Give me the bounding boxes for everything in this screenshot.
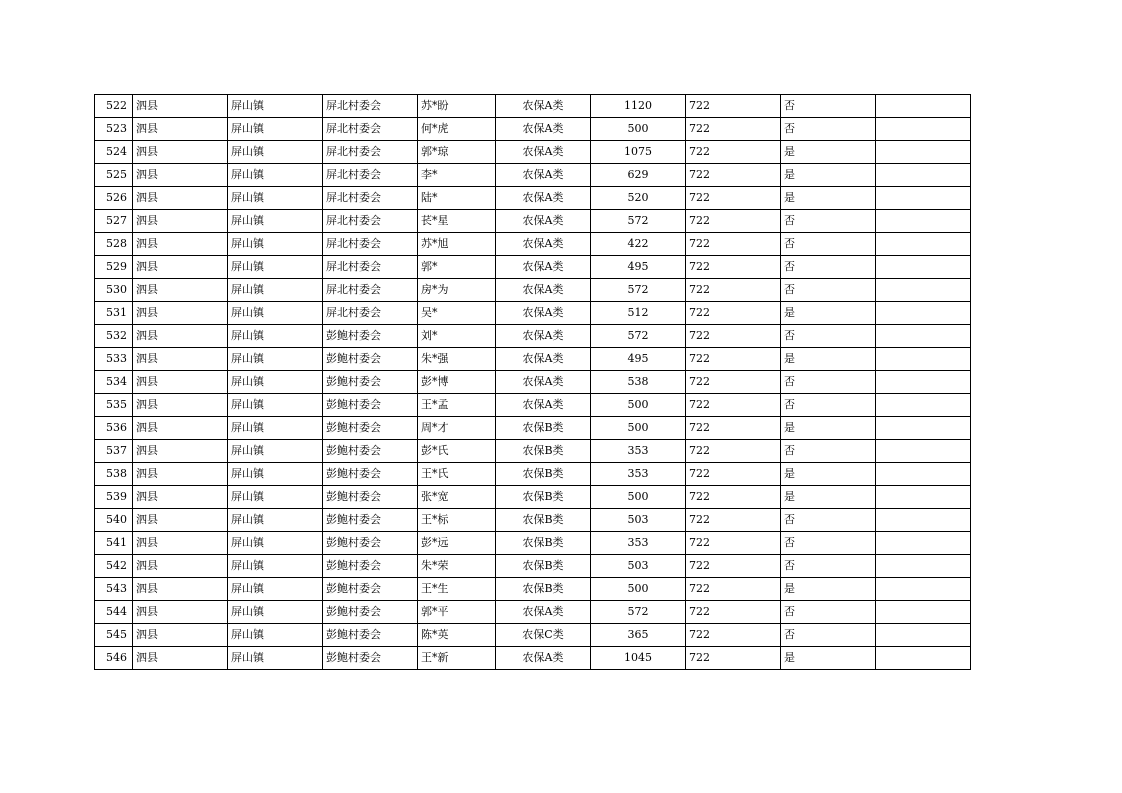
person-name-cell: 郭*平 (418, 601, 496, 624)
row-number-cell: 536 (95, 417, 133, 440)
county-cell: 泗县 (133, 555, 228, 578)
blank-cell (876, 555, 971, 578)
row-number-cell: 532 (95, 325, 133, 348)
flag-cell: 否 (781, 118, 876, 141)
person-name-cell: 彭*远 (418, 532, 496, 555)
county-cell: 泗县 (133, 302, 228, 325)
person-name-cell: 张*宽 (418, 486, 496, 509)
town-cell: 屏山镇 (228, 601, 323, 624)
town-cell: 屏山镇 (228, 279, 323, 302)
town-cell: 屏山镇 (228, 210, 323, 233)
code-cell: 722 (686, 440, 781, 463)
amount-cell: 365 (591, 624, 686, 647)
blank-cell (876, 325, 971, 348)
blank-cell (876, 210, 971, 233)
town-cell: 屏山镇 (228, 141, 323, 164)
village-cell: 彭鲍村委会 (323, 325, 418, 348)
town-cell: 屏山镇 (228, 440, 323, 463)
village-cell: 彭鲍村委会 (323, 624, 418, 647)
person-name-cell: 王*新 (418, 647, 496, 670)
amount-cell: 512 (591, 302, 686, 325)
amount-cell: 353 (591, 440, 686, 463)
person-name-cell: 陈*英 (418, 624, 496, 647)
town-cell: 屏山镇 (228, 509, 323, 532)
table-row (95, 394, 971, 417)
blank-cell (876, 371, 971, 394)
blank-cell (876, 509, 971, 532)
insurance-category-cell: 农保B类 (496, 486, 591, 509)
village-cell: 屏北村委会 (323, 256, 418, 279)
county-cell: 泗县 (133, 509, 228, 532)
code-cell: 722 (686, 647, 781, 670)
insurance-category-cell: 农保B类 (496, 417, 591, 440)
insurance-category-cell: 农保A类 (496, 279, 591, 302)
town-cell: 屏山镇 (228, 463, 323, 486)
county-cell: 泗县 (133, 95, 228, 118)
village-cell: 屏北村委会 (323, 210, 418, 233)
table-row (95, 233, 971, 256)
blank-cell (876, 417, 971, 440)
town-cell: 屏山镇 (228, 302, 323, 325)
county-cell: 泗县 (133, 463, 228, 486)
code-cell: 722 (686, 118, 781, 141)
code-cell: 722 (686, 601, 781, 624)
village-cell: 彭鲍村委会 (323, 371, 418, 394)
village-cell: 彭鲍村委会 (323, 509, 418, 532)
table-row (95, 578, 971, 601)
table-row (95, 95, 971, 118)
flag-cell: 否 (781, 509, 876, 532)
table-row (95, 164, 971, 187)
amount-cell: 503 (591, 555, 686, 578)
amount-cell: 1075 (591, 141, 686, 164)
row-number-cell: 539 (95, 486, 133, 509)
row-number-cell: 528 (95, 233, 133, 256)
row-number-cell: 544 (95, 601, 133, 624)
amount-cell: 538 (591, 371, 686, 394)
town-cell: 屏山镇 (228, 578, 323, 601)
person-name-cell: 刘* (418, 325, 496, 348)
amount-cell: 500 (591, 486, 686, 509)
person-name-cell: 郭* (418, 256, 496, 279)
county-cell: 泗县 (133, 624, 228, 647)
table-row (95, 302, 971, 325)
person-name-cell: 苏*旭 (418, 233, 496, 256)
village-cell: 彭鲍村委会 (323, 348, 418, 371)
person-name-cell: 周*才 (418, 417, 496, 440)
village-cell: 屏北村委会 (323, 141, 418, 164)
row-number-cell: 530 (95, 279, 133, 302)
row-number-cell: 534 (95, 371, 133, 394)
insurance-category-cell: 农保A类 (496, 187, 591, 210)
amount-cell: 1045 (591, 647, 686, 670)
amount-cell: 422 (591, 233, 686, 256)
county-cell: 泗县 (133, 210, 228, 233)
village-cell: 屏北村委会 (323, 118, 418, 141)
town-cell: 屏山镇 (228, 394, 323, 417)
insurance-category-cell: 农保A类 (496, 601, 591, 624)
village-cell: 彭鲍村委会 (323, 601, 418, 624)
row-number-cell: 524 (95, 141, 133, 164)
insurance-category-cell: 农保A类 (496, 256, 591, 279)
flag-cell: 否 (781, 233, 876, 256)
insurance-category-cell: 农保C类 (496, 624, 591, 647)
table-row (95, 417, 971, 440)
insurance-category-cell: 农保A类 (496, 210, 591, 233)
row-number-cell: 527 (95, 210, 133, 233)
blank-cell (876, 440, 971, 463)
amount-cell: 629 (591, 164, 686, 187)
blank-cell (876, 302, 971, 325)
blank-cell (876, 463, 971, 486)
county-cell: 泗县 (133, 371, 228, 394)
town-cell: 屏山镇 (228, 417, 323, 440)
flag-cell: 是 (781, 647, 876, 670)
town-cell: 屏山镇 (228, 348, 323, 371)
blank-cell (876, 578, 971, 601)
person-name-cell: 何*虎 (418, 118, 496, 141)
data-table (94, 94, 971, 670)
amount-cell: 500 (591, 417, 686, 440)
row-number-cell: 540 (95, 509, 133, 532)
county-cell: 泗县 (133, 440, 228, 463)
town-cell: 屏山镇 (228, 118, 323, 141)
person-name-cell: 朱*强 (418, 348, 496, 371)
table-row (95, 532, 971, 555)
code-cell: 722 (686, 371, 781, 394)
person-name-cell: 彭*氏 (418, 440, 496, 463)
village-cell: 屏北村委会 (323, 164, 418, 187)
code-cell: 722 (686, 164, 781, 187)
blank-cell (876, 486, 971, 509)
county-cell: 泗县 (133, 578, 228, 601)
code-cell: 722 (686, 532, 781, 555)
code-cell: 722 (686, 555, 781, 578)
town-cell: 屏山镇 (228, 624, 323, 647)
table-row (95, 440, 971, 463)
county-cell: 泗县 (133, 601, 228, 624)
flag-cell: 否 (781, 532, 876, 555)
town-cell: 屏山镇 (228, 233, 323, 256)
blank-cell (876, 601, 971, 624)
insurance-category-cell: 农保A类 (496, 233, 591, 256)
flag-cell: 否 (781, 256, 876, 279)
person-name-cell: 苌*星 (418, 210, 496, 233)
village-cell: 屏北村委会 (323, 279, 418, 302)
village-cell: 彭鲍村委会 (323, 647, 418, 670)
row-number-cell: 526 (95, 187, 133, 210)
blank-cell (876, 95, 971, 118)
amount-cell: 572 (591, 601, 686, 624)
row-number-cell: 543 (95, 578, 133, 601)
county-cell: 泗县 (133, 325, 228, 348)
table-row (95, 187, 971, 210)
flag-cell: 否 (781, 325, 876, 348)
code-cell: 722 (686, 509, 781, 532)
village-cell: 屏北村委会 (323, 95, 418, 118)
amount-cell: 500 (591, 578, 686, 601)
blank-cell (876, 348, 971, 371)
blank-cell (876, 233, 971, 256)
row-number-cell: 531 (95, 302, 133, 325)
amount-cell: 353 (591, 463, 686, 486)
person-name-cell: 苏*盼 (418, 95, 496, 118)
insurance-category-cell: 农保A类 (496, 325, 591, 348)
amount-cell: 495 (591, 256, 686, 279)
amount-cell: 353 (591, 532, 686, 555)
flag-cell: 否 (781, 440, 876, 463)
flag-cell: 否 (781, 624, 876, 647)
insurance-category-cell: 农保B类 (496, 532, 591, 555)
person-name-cell: 房*为 (418, 279, 496, 302)
row-number-cell: 522 (95, 95, 133, 118)
code-cell: 722 (686, 95, 781, 118)
village-cell: 彭鲍村委会 (323, 486, 418, 509)
county-cell: 泗县 (133, 118, 228, 141)
town-cell: 屏山镇 (228, 532, 323, 555)
person-name-cell: 王*标 (418, 509, 496, 532)
row-number-cell: 533 (95, 348, 133, 371)
blank-cell (876, 141, 971, 164)
county-cell: 泗县 (133, 647, 228, 670)
insurance-category-cell: 农保B类 (496, 555, 591, 578)
blank-cell (876, 647, 971, 670)
flag-cell: 是 (781, 164, 876, 187)
amount-cell: 503 (591, 509, 686, 532)
town-cell: 屏山镇 (228, 164, 323, 187)
town-cell: 屏山镇 (228, 555, 323, 578)
code-cell: 722 (686, 279, 781, 302)
county-cell: 泗县 (133, 256, 228, 279)
person-name-cell: 朱*荣 (418, 555, 496, 578)
row-number-cell: 538 (95, 463, 133, 486)
amount-cell: 500 (591, 118, 686, 141)
insurance-category-cell: 农保A类 (496, 302, 591, 325)
village-cell: 彭鲍村委会 (323, 532, 418, 555)
code-cell: 722 (686, 348, 781, 371)
row-number-cell: 545 (95, 624, 133, 647)
table-row (95, 279, 971, 302)
town-cell: 屏山镇 (228, 371, 323, 394)
amount-cell: 572 (591, 279, 686, 302)
village-cell: 彭鲍村委会 (323, 417, 418, 440)
flag-cell: 是 (781, 141, 876, 164)
insurance-category-cell: 农保A类 (496, 164, 591, 187)
row-number-cell: 546 (95, 647, 133, 670)
insurance-category-cell: 农保B类 (496, 509, 591, 532)
table-row (95, 555, 971, 578)
village-cell: 彭鲍村委会 (323, 578, 418, 601)
code-cell: 722 (686, 302, 781, 325)
town-cell: 屏山镇 (228, 647, 323, 670)
flag-cell: 是 (781, 486, 876, 509)
village-cell: 彭鲍村委会 (323, 394, 418, 417)
village-cell: 彭鲍村委会 (323, 555, 418, 578)
county-cell: 泗县 (133, 417, 228, 440)
person-name-cell: 吴* (418, 302, 496, 325)
amount-cell: 572 (591, 210, 686, 233)
person-name-cell: 彭*博 (418, 371, 496, 394)
town-cell: 屏山镇 (228, 486, 323, 509)
flag-cell: 否 (781, 279, 876, 302)
table-row (95, 118, 971, 141)
table-row (95, 509, 971, 532)
code-cell: 722 (686, 417, 781, 440)
town-cell: 屏山镇 (228, 95, 323, 118)
insurance-category-cell: 农保A类 (496, 141, 591, 164)
row-number-cell: 541 (95, 532, 133, 555)
flag-cell: 是 (781, 302, 876, 325)
person-name-cell: 王*氏 (418, 463, 496, 486)
row-number-cell: 523 (95, 118, 133, 141)
flag-cell: 否 (781, 95, 876, 118)
person-name-cell: 王*生 (418, 578, 496, 601)
table-body (95, 95, 971, 670)
flag-cell: 是 (781, 463, 876, 486)
code-cell: 722 (686, 624, 781, 647)
flag-cell: 否 (781, 371, 876, 394)
code-cell: 722 (686, 233, 781, 256)
insurance-category-cell: 农保B类 (496, 440, 591, 463)
flag-cell: 否 (781, 601, 876, 624)
county-cell: 泗县 (133, 233, 228, 256)
amount-cell: 572 (591, 325, 686, 348)
code-cell: 722 (686, 325, 781, 348)
flag-cell: 是 (781, 417, 876, 440)
insurance-category-cell: 农保A类 (496, 348, 591, 371)
code-cell: 722 (686, 578, 781, 601)
code-cell: 722 (686, 210, 781, 233)
person-name-cell: 陆* (418, 187, 496, 210)
row-number-cell: 537 (95, 440, 133, 463)
village-cell: 彭鲍村委会 (323, 463, 418, 486)
table-row (95, 371, 971, 394)
insurance-category-cell: 农保A类 (496, 394, 591, 417)
row-number-cell: 542 (95, 555, 133, 578)
person-name-cell: 李* (418, 164, 496, 187)
table-row (95, 486, 971, 509)
person-name-cell: 郭*琼 (418, 141, 496, 164)
amount-cell: 495 (591, 348, 686, 371)
town-cell: 屏山镇 (228, 256, 323, 279)
table-row (95, 463, 971, 486)
blank-cell (876, 164, 971, 187)
insurance-category-cell: 农保B类 (496, 463, 591, 486)
town-cell: 屏山镇 (228, 325, 323, 348)
amount-cell: 520 (591, 187, 686, 210)
blank-cell (876, 624, 971, 647)
table-row (95, 210, 971, 233)
blank-cell (876, 532, 971, 555)
village-cell: 屏北村委会 (323, 233, 418, 256)
insurance-category-cell: 农保A类 (496, 647, 591, 670)
table-row (95, 647, 971, 670)
flag-cell: 是 (781, 187, 876, 210)
blank-cell (876, 256, 971, 279)
town-cell: 屏山镇 (228, 187, 323, 210)
village-cell: 屏北村委会 (323, 302, 418, 325)
village-cell: 屏北村委会 (323, 187, 418, 210)
code-cell: 722 (686, 463, 781, 486)
insurance-category-cell: 农保A类 (496, 118, 591, 141)
person-name-cell: 王*孟 (418, 394, 496, 417)
insurance-category-cell: 农保A类 (496, 95, 591, 118)
table-row (95, 624, 971, 647)
amount-cell: 1120 (591, 95, 686, 118)
county-cell: 泗县 (133, 532, 228, 555)
row-number-cell: 529 (95, 256, 133, 279)
county-cell: 泗县 (133, 486, 228, 509)
county-cell: 泗县 (133, 164, 228, 187)
county-cell: 泗县 (133, 141, 228, 164)
flag-cell: 是 (781, 348, 876, 371)
amount-cell: 500 (591, 394, 686, 417)
county-cell: 泗县 (133, 279, 228, 302)
insurance-category-cell: 农保B类 (496, 578, 591, 601)
county-cell: 泗县 (133, 187, 228, 210)
table-row (95, 141, 971, 164)
code-cell: 722 (686, 486, 781, 509)
village-cell: 彭鲍村委会 (323, 440, 418, 463)
table-row (95, 348, 971, 371)
table-row (95, 256, 971, 279)
row-number-cell: 525 (95, 164, 133, 187)
code-cell: 722 (686, 256, 781, 279)
flag-cell: 是 (781, 578, 876, 601)
county-cell: 泗县 (133, 348, 228, 371)
insurance-category-cell: 农保A类 (496, 371, 591, 394)
flag-cell: 否 (781, 210, 876, 233)
county-cell: 泗县 (133, 394, 228, 417)
table-row (95, 325, 971, 348)
flag-cell: 否 (781, 555, 876, 578)
code-cell: 722 (686, 141, 781, 164)
blank-cell (876, 187, 971, 210)
row-number-cell: 535 (95, 394, 133, 417)
code-cell: 722 (686, 394, 781, 417)
blank-cell (876, 118, 971, 141)
blank-cell (876, 279, 971, 302)
code-cell: 722 (686, 187, 781, 210)
table-row (95, 601, 971, 624)
blank-cell (876, 394, 971, 417)
flag-cell: 否 (781, 394, 876, 417)
